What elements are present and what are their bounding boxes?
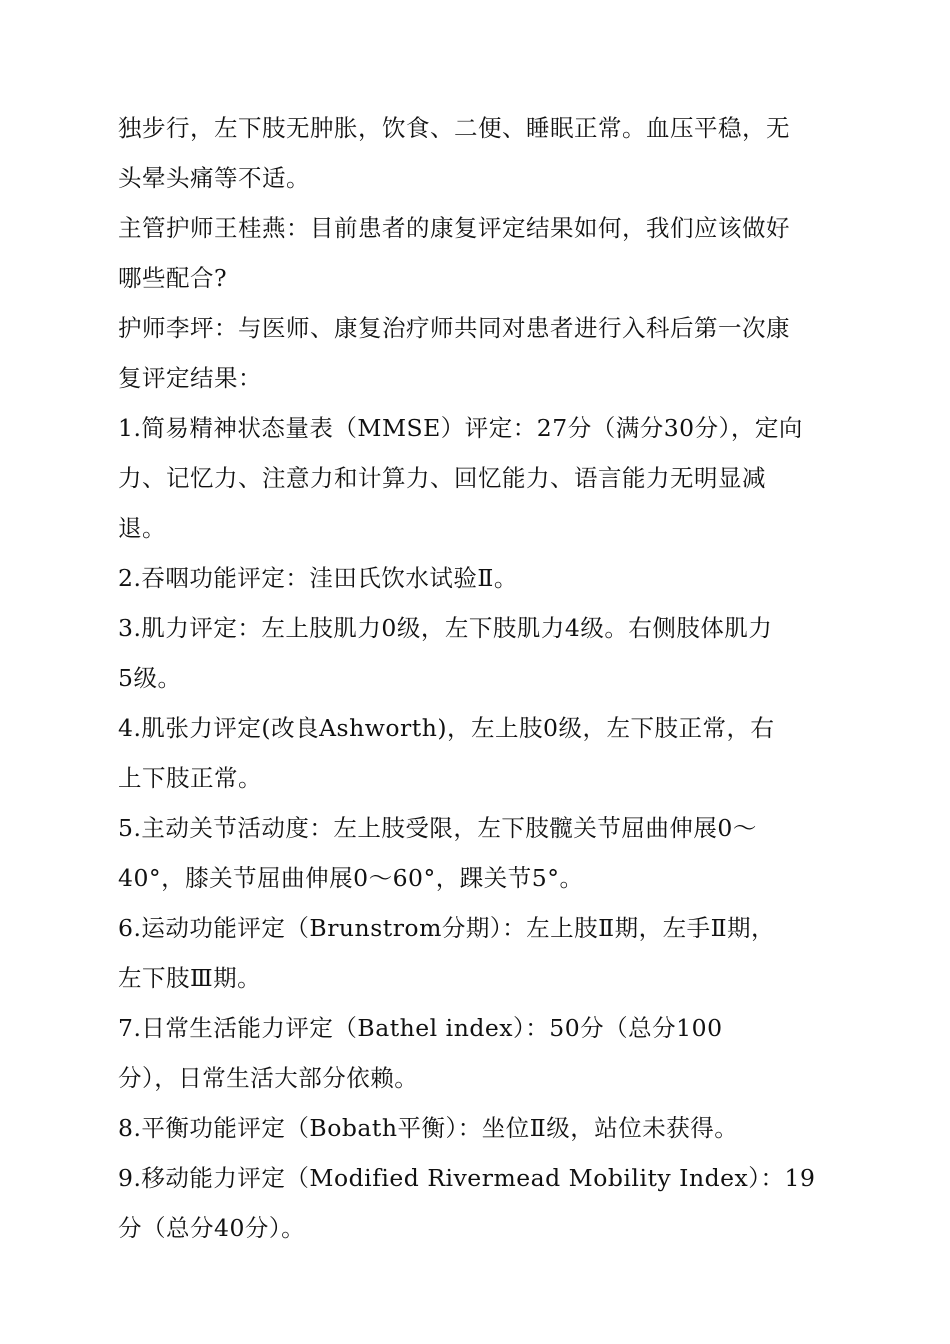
text-line: 1.简易精神状态量表（MMSE）评定：27分（满分30分），定向	[118, 414, 803, 442]
text-line: 左下肢Ⅲ期。	[118, 964, 262, 992]
text-line: 退。	[118, 514, 166, 542]
text-line: 5级。	[118, 664, 182, 692]
text-line: 分），日常生活大部分依赖。	[118, 1064, 419, 1092]
text-line: 9.移动能力评定（Modified Rivermead Mobility Index）：19	[118, 1164, 816, 1192]
text-line: 分（总分40分）。	[118, 1214, 306, 1242]
text-line: 头晕头痛等不适。	[118, 164, 310, 192]
text-line: 4.肌张力评定(改良Ashworth)，左上肢0级，左下肢正常，右	[118, 714, 775, 742]
document-body	[118, 103, 833, 1253]
text-line: 5.主动关节活动度：左上肢受限，左下肢髋关节屈曲伸展0～	[118, 814, 757, 842]
text-line: 上下肢正常。	[118, 764, 262, 792]
text-line: 哪些配合?	[118, 264, 228, 292]
text-line: 6.运动功能评定（Brunstrom分期）：左上肢Ⅱ期，左手Ⅱ期，	[118, 914, 776, 942]
text-line: 7.日常生活能力评定（Bathel index）：50分（总分100	[118, 1014, 723, 1042]
text-line: 主管护师王桂燕：目前患者的康复评定结果如何，我们应该做好	[118, 214, 790, 242]
text-line: 护师李坪：与医师、康复治疗师共同对患者进行入科后第一次康	[118, 314, 790, 342]
text-line: 独步行，左下肢无肿胀，饮食、二便、睡眠正常。血压平稳，无	[118, 114, 790, 142]
text-line: 3.肌力评定：左上肢肌力0级，左下肢肌力4级。右侧肢体肌力	[118, 614, 773, 642]
text-line: 复评定结果：	[118, 364, 262, 392]
text-line: 力、记忆力、注意力和计算力、回忆能力、语言能力无明显减	[118, 464, 766, 492]
text-line: 40°，膝关节屈曲伸展0～60°，踝关节5°。	[118, 864, 584, 892]
text-line: 2.吞咽功能评定：洼田氏饮水试验Ⅱ。	[118, 564, 518, 592]
text-line: 8.平衡功能评定（Bobath平衡）：坐位Ⅱ级，站位未获得。	[118, 1114, 739, 1142]
